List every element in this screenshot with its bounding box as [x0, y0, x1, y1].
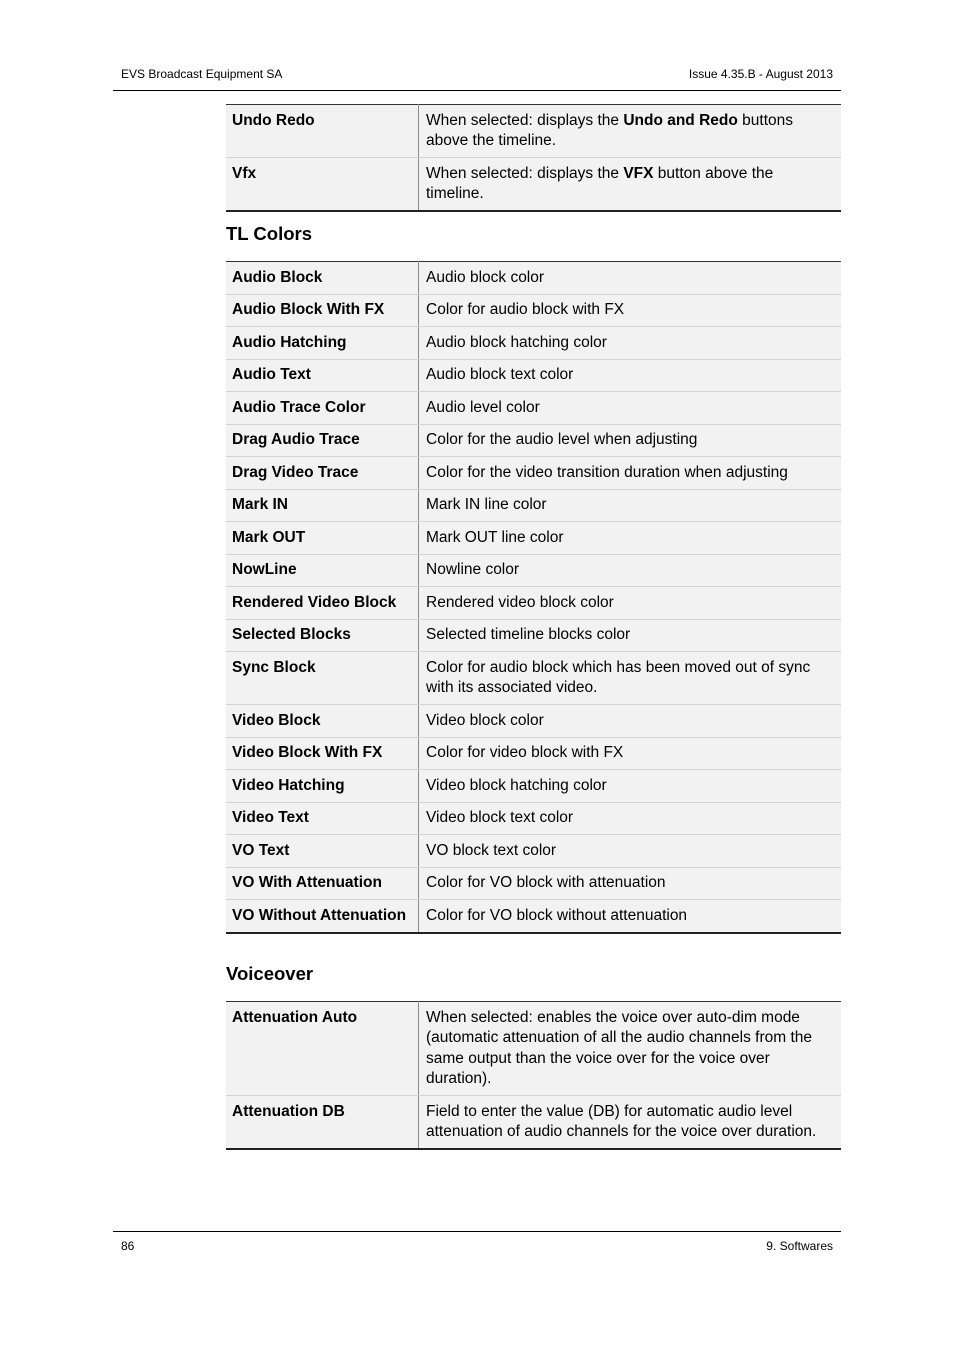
table-row — [226, 294, 841, 327]
option-description: Audio block text color — [419, 359, 842, 392]
option-name: Rendered Video Block — [226, 587, 419, 620]
table-row — [226, 1096, 841, 1150]
option-description: Selected timeline blocks color — [419, 619, 842, 652]
header-issue: Issue 4.35.B - August 2013 — [688, 67, 833, 81]
table-row — [226, 158, 841, 212]
option-name: Sync Block — [226, 652, 419, 705]
table-row — [226, 737, 841, 770]
option-name: NowLine — [226, 554, 419, 587]
option-description: Mark IN line color — [419, 489, 842, 522]
table-row — [226, 587, 841, 620]
table-row — [226, 392, 841, 425]
option-name: Drag Video Trace — [226, 457, 419, 490]
page-header — [113, 61, 841, 91]
table-row — [226, 489, 841, 522]
option-name: Video Block — [226, 705, 419, 738]
option-name: Attenuation Auto — [226, 1002, 419, 1096]
option-name: Mark IN — [226, 489, 419, 522]
table-row — [226, 867, 841, 900]
option-name: VO Without Attenuation — [226, 900, 419, 933]
option-name: Vfx — [226, 158, 419, 212]
option-description: When selected: displays the Undo and Redo buttons above the timeline. — [419, 105, 842, 158]
chapter-name: 9. Softwares — [766, 1239, 833, 1253]
table-row — [226, 652, 841, 705]
option-description: Color for video block with FX — [419, 737, 842, 770]
option-name: Undo Redo — [226, 105, 419, 158]
section-title-voiceover: Voiceover — [226, 963, 314, 984]
voiceover-table — [226, 1001, 841, 1150]
table-row — [226, 619, 841, 652]
option-description: Audio level color — [419, 392, 842, 425]
table-row — [226, 327, 841, 360]
table-row — [226, 835, 841, 868]
option-description: Field to enter the value (DB) for automatic audio level attenuation of audio channels for the voice over duration. — [419, 1096, 842, 1150]
option-name: Audio Text — [226, 359, 419, 392]
option-description: Video block hatching color — [419, 770, 842, 803]
page-number: 86 — [121, 1239, 135, 1253]
table-row — [226, 770, 841, 803]
option-description: Video block text color — [419, 802, 842, 835]
table-row — [226, 705, 841, 738]
option-description: Rendered video block color — [419, 587, 842, 620]
table-row — [226, 424, 841, 457]
option-name: Audio Trace Color — [226, 392, 419, 425]
option-description: Mark OUT line color — [419, 522, 842, 555]
table-row — [226, 359, 841, 392]
option-description: Color for the video transition duration when adjusting — [419, 457, 842, 490]
table-row — [226, 1002, 841, 1096]
option-description: Color for VO block with attenuation — [419, 867, 842, 900]
table-row — [226, 522, 841, 555]
header-company: EVS Broadcast Equipment SA — [121, 67, 283, 81]
table-row — [226, 457, 841, 490]
option-name: Selected Blocks — [226, 619, 419, 652]
option-description: Nowline color — [419, 554, 842, 587]
table-row — [226, 802, 841, 835]
option-name: Audio Block With FX — [226, 294, 419, 327]
option-description: Audio block color — [419, 262, 842, 295]
option-name: Drag Audio Trace — [226, 424, 419, 457]
option-name: Video Hatching — [226, 770, 419, 803]
option-name: VO With Attenuation — [226, 867, 419, 900]
page-footer — [113, 1231, 841, 1253]
option-description: Color for audio block with FX — [419, 294, 842, 327]
option-description: When selected: displays the VFX button above the timeline. — [419, 158, 842, 212]
option-description: When selected: enables the voice over auto-dim mode (automatic attenuation of all the audio channels from the same output than the voice over for the voice over duration). — [419, 1002, 842, 1096]
option-name: Audio Hatching — [226, 327, 419, 360]
table-row — [226, 262, 841, 295]
table-row — [226, 900, 841, 933]
option-description: Color for VO block without attenuation — [419, 900, 842, 933]
option-name: VO Text — [226, 835, 419, 868]
tl-colors-table — [226, 261, 841, 934]
option-name: Mark OUT — [226, 522, 419, 555]
option-description: VO block text color — [419, 835, 842, 868]
options-table-continued — [226, 104, 841, 212]
table-row — [226, 554, 841, 587]
option-name: Video Text — [226, 802, 419, 835]
option-name: Video Block With FX — [226, 737, 419, 770]
option-description: Color for audio block which has been moved out of sync with its associated video. — [419, 652, 842, 705]
option-description: Audio block hatching color — [419, 327, 842, 360]
option-name: Audio Block — [226, 262, 419, 295]
option-name: Attenuation DB — [226, 1096, 419, 1150]
option-description: Video block color — [419, 705, 842, 738]
option-description: Color for the audio level when adjusting — [419, 424, 842, 457]
table-row — [226, 105, 841, 158]
section-title-tl-colors: TL Colors — [226, 223, 312, 244]
